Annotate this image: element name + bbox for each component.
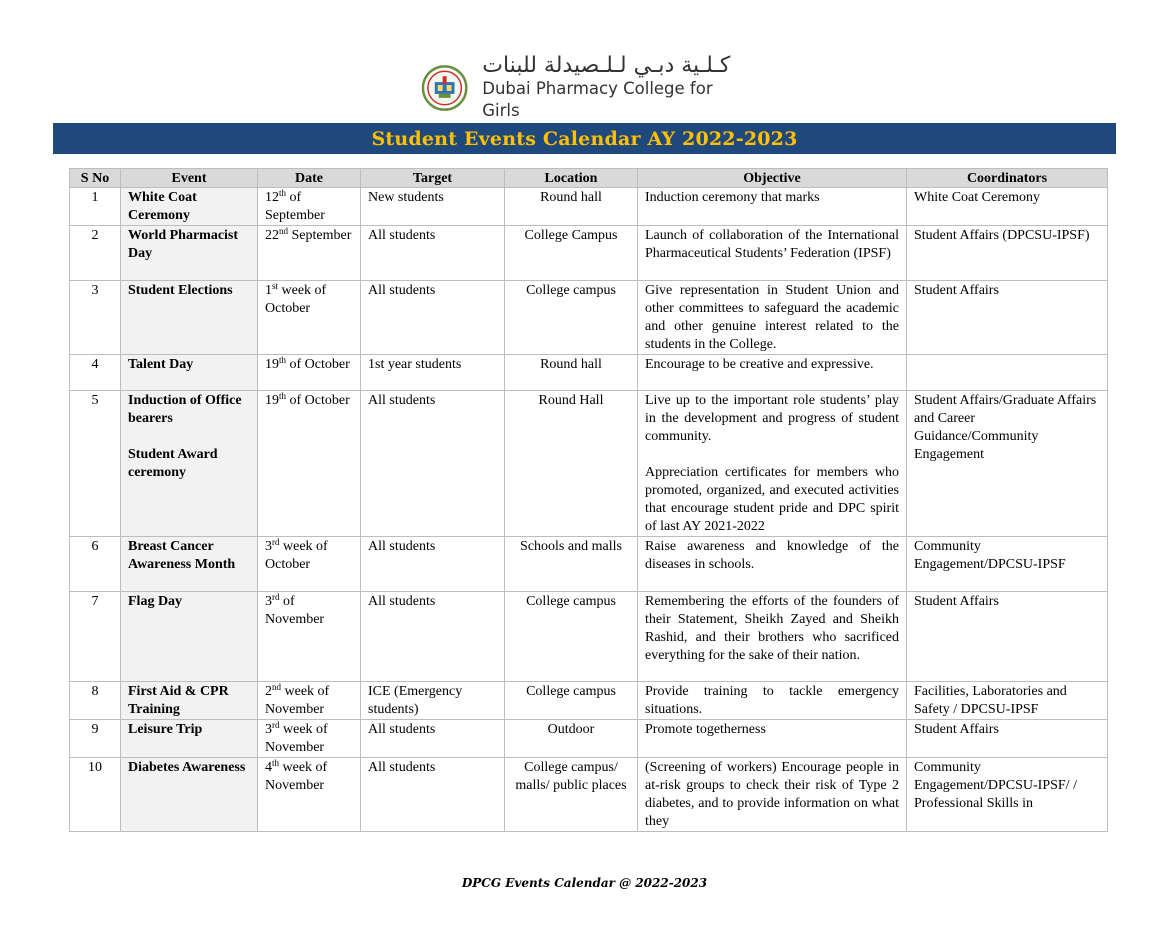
cell-coordinators: Student Affairs xyxy=(907,281,1108,355)
cell-location: Round hall xyxy=(505,355,638,391)
table-row xyxy=(70,758,1108,832)
cell-date xyxy=(258,758,361,832)
cell-coordinators: Student Affairs/Graduate Affairs and Career Guidance/Community Engagement xyxy=(907,391,1108,537)
date-day: 3 xyxy=(265,722,272,737)
event-name: Leisure Trip xyxy=(128,722,203,737)
cell-location: College campus xyxy=(505,281,638,355)
date-suffix: th xyxy=(279,391,287,401)
cell-location: College campus xyxy=(505,682,638,720)
cell-event xyxy=(121,281,258,355)
date-day: 1 xyxy=(265,283,272,298)
cell-coordinators xyxy=(907,355,1108,391)
cell-coordinators: Community Engagement/DPCSU-IPSF xyxy=(907,537,1108,592)
table-row xyxy=(70,188,1108,226)
cell-target: All students xyxy=(361,720,505,758)
page-title: Student Events Calendar AY 2022-2023 xyxy=(371,127,798,150)
event-name: Student Elections xyxy=(128,283,233,298)
date-day: 4 xyxy=(265,760,272,775)
date-suffix: nd xyxy=(279,226,288,236)
event-name: Student Award ceremony xyxy=(128,447,218,480)
cell-date xyxy=(258,592,361,682)
header-coordinators: Coordinators xyxy=(907,169,1108,188)
objective-text: Provide training to tackle emergency situations. xyxy=(645,684,899,717)
cell-date xyxy=(258,188,361,226)
cell-coordinators: Student Affairs (DPCSU-IPSF) xyxy=(907,226,1108,281)
date-day: 12 xyxy=(265,190,279,205)
cell-objective xyxy=(638,281,907,355)
table-row xyxy=(70,355,1108,391)
cell-event xyxy=(121,720,258,758)
date-suffix: th xyxy=(272,758,280,768)
cell-coordinators: Facilities, Laboratories and Safety / DPCSU-IPSF xyxy=(907,682,1108,720)
cell-sno: 1 xyxy=(70,188,121,226)
cell-objective xyxy=(638,592,907,682)
cell-objective xyxy=(638,391,907,537)
date-rest: of November xyxy=(265,594,325,627)
cell-event xyxy=(121,537,258,592)
cell-event xyxy=(121,226,258,281)
date-rest: week of October xyxy=(265,283,327,316)
cell-sno: 6 xyxy=(70,537,121,592)
cell-location: College campus xyxy=(505,592,638,682)
cell-date xyxy=(258,391,361,537)
cell-sno: 10 xyxy=(70,758,121,832)
table-row xyxy=(70,281,1108,355)
date-day: 22 xyxy=(265,228,279,243)
header-event: Event xyxy=(121,169,258,188)
date-day: 3 xyxy=(265,594,272,609)
table-row xyxy=(70,226,1108,281)
college-name-arabic: كـلـية دبـي لـلـصيدلة للبنات xyxy=(482,53,731,78)
cell-objective xyxy=(638,226,907,281)
cell-sno: 5 xyxy=(70,391,121,537)
objective-text: Raise awareness and knowledge of the diseases in schools. xyxy=(645,539,899,572)
date-rest: week of October xyxy=(265,539,328,572)
header-sno: S No xyxy=(70,169,121,188)
cell-target: All students xyxy=(361,391,505,537)
date-day: 3 xyxy=(265,539,272,554)
date-suffix: rd xyxy=(272,537,280,547)
date-rest: of October xyxy=(286,357,350,372)
college-emblem-icon xyxy=(421,64,468,112)
page-footer: DPCG Events Calendar @ 2022-2023 xyxy=(461,876,708,890)
cell-objective xyxy=(638,758,907,832)
cell-location: Round Hall xyxy=(505,391,638,537)
cell-sno: 8 xyxy=(70,682,121,720)
cell-target: All students xyxy=(361,281,505,355)
event-name: Induction of Office bearers xyxy=(128,393,242,426)
header-location: Location xyxy=(505,169,638,188)
event-name: Breast Cancer Awareness Month xyxy=(128,539,236,572)
cell-objective xyxy=(638,355,907,391)
cell-event xyxy=(121,391,258,537)
cell-target: New students xyxy=(361,188,505,226)
cell-date xyxy=(258,682,361,720)
event-name: First Aid & CPR Training xyxy=(128,684,229,717)
date-rest: of September xyxy=(265,190,325,223)
header-objective: Objective xyxy=(638,169,907,188)
cell-objective xyxy=(638,720,907,758)
cell-target: All students xyxy=(361,592,505,682)
date-rest: week of November xyxy=(265,684,330,717)
cell-sno: 4 xyxy=(70,355,121,391)
cell-target: ICE (Emergency students) xyxy=(361,682,505,720)
date-rest: week of November xyxy=(265,722,328,755)
table-row xyxy=(70,592,1108,682)
cell-location: College campus/ malls/ public places xyxy=(505,758,638,832)
cell-date xyxy=(258,281,361,355)
cell-sno: 7 xyxy=(70,592,121,682)
cell-coordinators: White Coat Ceremony xyxy=(907,188,1108,226)
cell-event xyxy=(121,758,258,832)
cell-objective xyxy=(638,537,907,592)
table-row xyxy=(70,682,1108,720)
cell-coordinators: Community Engagement/DPCSU-IPSF/ / Professional Skills in xyxy=(907,758,1108,832)
table-header-row xyxy=(70,169,1108,188)
cell-location: Outdoor xyxy=(505,720,638,758)
events-table xyxy=(69,168,1108,832)
cell-objective xyxy=(638,188,907,226)
table-row xyxy=(70,537,1108,592)
date-suffix: st xyxy=(272,281,279,291)
cell-target: 1st year students xyxy=(361,355,505,391)
event-name: Talent Day xyxy=(128,357,194,372)
cell-event xyxy=(121,188,258,226)
cell-event xyxy=(121,682,258,720)
objective-text: Induction ceremony that marks xyxy=(645,190,820,205)
objective-text: Promote togetherness xyxy=(645,722,766,737)
date-day: 19 xyxy=(265,357,279,372)
cell-target: All students xyxy=(361,226,505,281)
cell-coordinators: Student Affairs xyxy=(907,720,1108,758)
cell-date xyxy=(258,537,361,592)
cell-location: College Campus xyxy=(505,226,638,281)
cell-date xyxy=(258,720,361,758)
cell-sno: 9 xyxy=(70,720,121,758)
cell-objective xyxy=(638,682,907,720)
header-date: Date xyxy=(258,169,361,188)
cell-target: All students xyxy=(361,758,505,832)
cell-coordinators: Student Affairs xyxy=(907,592,1108,682)
header-target: Target xyxy=(361,169,505,188)
table-row xyxy=(70,720,1108,758)
date-rest: September xyxy=(288,228,352,243)
objective-text: Appreciation certificates for members who promoted, organized, and executed activities that encourage student pride and DPC spirit of last AY 2021-2022 xyxy=(645,465,899,534)
date-day: 2 xyxy=(265,684,272,699)
objective-text: Give representation in Student Union and other committees to safeguard the academic and other genuine interest related to the students in the College. xyxy=(645,283,899,352)
cell-date xyxy=(258,226,361,281)
date-suffix: nd xyxy=(272,682,281,692)
cell-sno: 2 xyxy=(70,226,121,281)
event-name: Flag Day xyxy=(128,594,183,609)
title-banner xyxy=(53,123,1116,154)
date-day: 19 xyxy=(265,393,279,408)
objective-text: Remembering the efforts of the founders of their Statement, Sheikh Zayed and Sheikh Rashid, and their brothers who sacrificed everything for the sake of their nation. xyxy=(645,594,899,663)
date-suffix: rd xyxy=(272,720,280,730)
cell-location: Round hall xyxy=(505,188,638,226)
date-rest: of October xyxy=(286,393,350,408)
event-name: White Coat Ceremony xyxy=(128,190,197,223)
cell-location: Schools and malls xyxy=(505,537,638,592)
cell-target: All students xyxy=(361,537,505,592)
college-name-english: Dubai Pharmacy College for Girls xyxy=(482,79,713,120)
objective-text: Encourage to be creative and expressive. xyxy=(645,357,874,372)
table-row xyxy=(70,391,1108,537)
cell-date xyxy=(258,355,361,391)
date-rest: week of November xyxy=(265,760,328,793)
objective-text: Live up to the important role students’ play in the development and progress of student community. xyxy=(645,393,899,444)
college-logo xyxy=(421,53,751,120)
event-name: World Pharmacist Day xyxy=(128,228,239,261)
cell-sno: 3 xyxy=(70,281,121,355)
date-suffix: th xyxy=(279,355,287,365)
cell-event xyxy=(121,355,258,391)
date-suffix: th xyxy=(279,188,287,198)
cell-event xyxy=(121,592,258,682)
date-suffix: rd xyxy=(272,592,280,602)
objective-text: (Screening of workers) Encourage people in at-risk groups to check their risk of Type 2 diabetes, and to provide information on what they xyxy=(645,760,899,829)
event-name: Diabetes Awareness xyxy=(128,760,246,775)
objective-text: Launch of collaboration of the International Pharmaceutical Students’ Federation (IPSF) xyxy=(645,228,899,261)
